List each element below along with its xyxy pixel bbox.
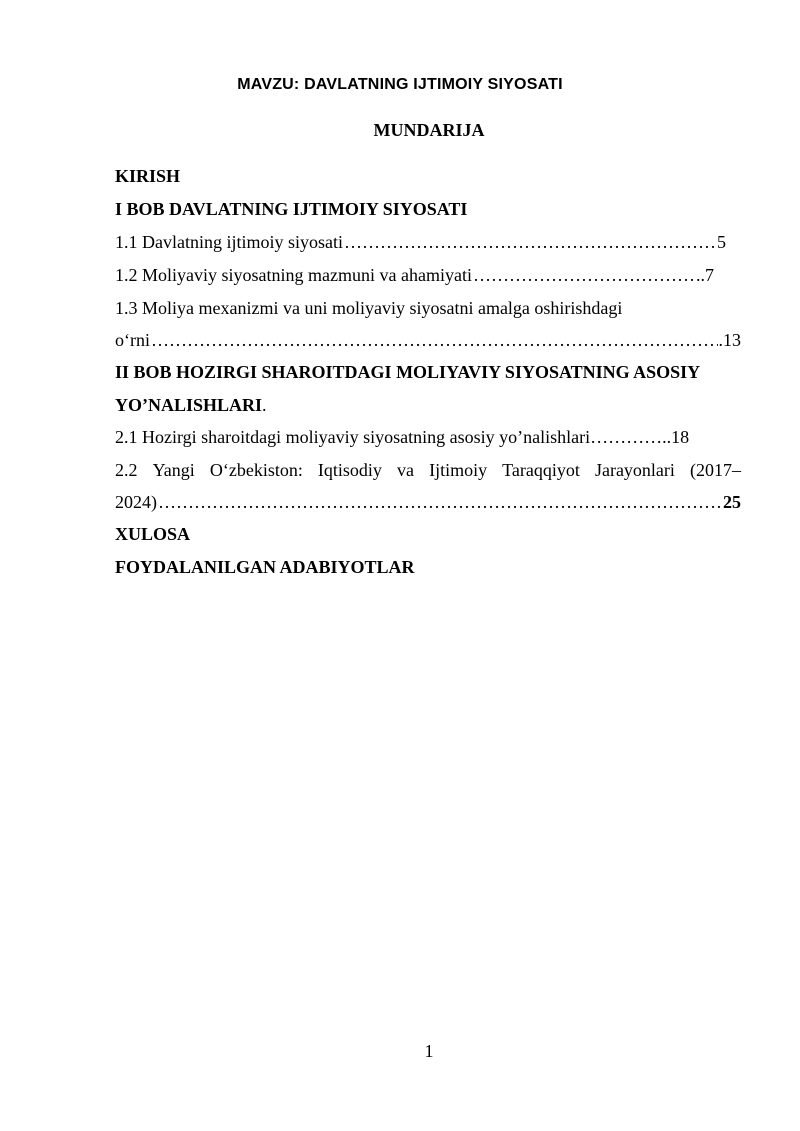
toc-chapter-1: I BOB DAVLATNING IJTIMOIY SIYOSATI bbox=[115, 199, 468, 219]
toc-entry-2-2-line2 bbox=[115, 490, 741, 514]
toc-chapter-2-line1: II BOB HOZIRGI SHAROITDAGI MOLIYAVIY SIYOSATNING ASOSIY bbox=[115, 362, 701, 382]
toc-chapter-2-line2 bbox=[115, 393, 741, 417]
toc-entry-2-2-line1 bbox=[115, 458, 741, 482]
toc-word: Yangi bbox=[152, 460, 195, 480]
toc-conclusion: XULOSA bbox=[115, 524, 191, 544]
toc-entry-2-1 bbox=[115, 425, 714, 449]
toc-entry-1-1-page: 5 bbox=[717, 232, 726, 252]
toc-entry-1-2 bbox=[115, 263, 714, 287]
leader-dots bbox=[158, 490, 722, 514]
leader-dots bbox=[473, 263, 695, 287]
toc-entry-1-3-page: .13 bbox=[718, 330, 741, 350]
toc-entry-2-1-page: …………..18 bbox=[590, 427, 690, 447]
toc-references: FOYDALANILGAN ADABIYOTLAR bbox=[115, 557, 415, 577]
document-topic: MAVZU: DAVLATNING IJTIMOIY SIYOSATI bbox=[237, 76, 563, 93]
toc-word: O‘zbekiston: bbox=[209, 460, 303, 480]
toc-entry-2-2-text: 2024) bbox=[115, 492, 157, 512]
toc-word: 2.2 bbox=[115, 460, 138, 480]
toc-entry-1-3-text: o‘rni bbox=[115, 330, 150, 350]
toc-entry-2-2-page: 25 bbox=[723, 492, 741, 512]
toc-entry-1-2-page: ..7 bbox=[696, 265, 714, 285]
toc-entry-1-1-text: 1.1 Davlatning ijtimoiy siyosati bbox=[115, 232, 343, 252]
toc-intro: KIRISH bbox=[115, 166, 181, 186]
toc-chapter-2-title: YO’NALISHLARI bbox=[115, 395, 263, 415]
toc-heading: MUNDARIJA bbox=[373, 120, 485, 140]
toc-word: Ijtimoiy bbox=[429, 460, 488, 480]
toc-word: va bbox=[397, 460, 414, 480]
leader-dots bbox=[151, 328, 718, 352]
toc-entry-1-2-text: 1.2 Moliyaviy siyosatning mazmuni va ahamiyati bbox=[115, 265, 472, 285]
toc-word: Iqtisodiy bbox=[317, 460, 382, 480]
toc-word: (2017– bbox=[690, 460, 741, 480]
page-number: 1 bbox=[424, 1041, 434, 1061]
toc-chapter-2-period: . bbox=[262, 395, 267, 415]
toc-entry-1-3-line2 bbox=[115, 328, 741, 352]
toc-entry-1-3-line1: 1.3 Moliya mexanizmi va uni moliyaviy siyosatni amalga oshirishdagi bbox=[115, 298, 623, 318]
leader-dots bbox=[344, 230, 716, 254]
toc-entry-2-1-text: 2.1 Hozirgi sharoitdagi moliyaviy siyosatning asosiy yo’nalishlari bbox=[115, 427, 591, 447]
toc-word: Taraqqiyot bbox=[502, 460, 580, 480]
toc-word: Jarayonlari bbox=[594, 460, 675, 480]
toc-entry-1-1 bbox=[115, 230, 726, 254]
